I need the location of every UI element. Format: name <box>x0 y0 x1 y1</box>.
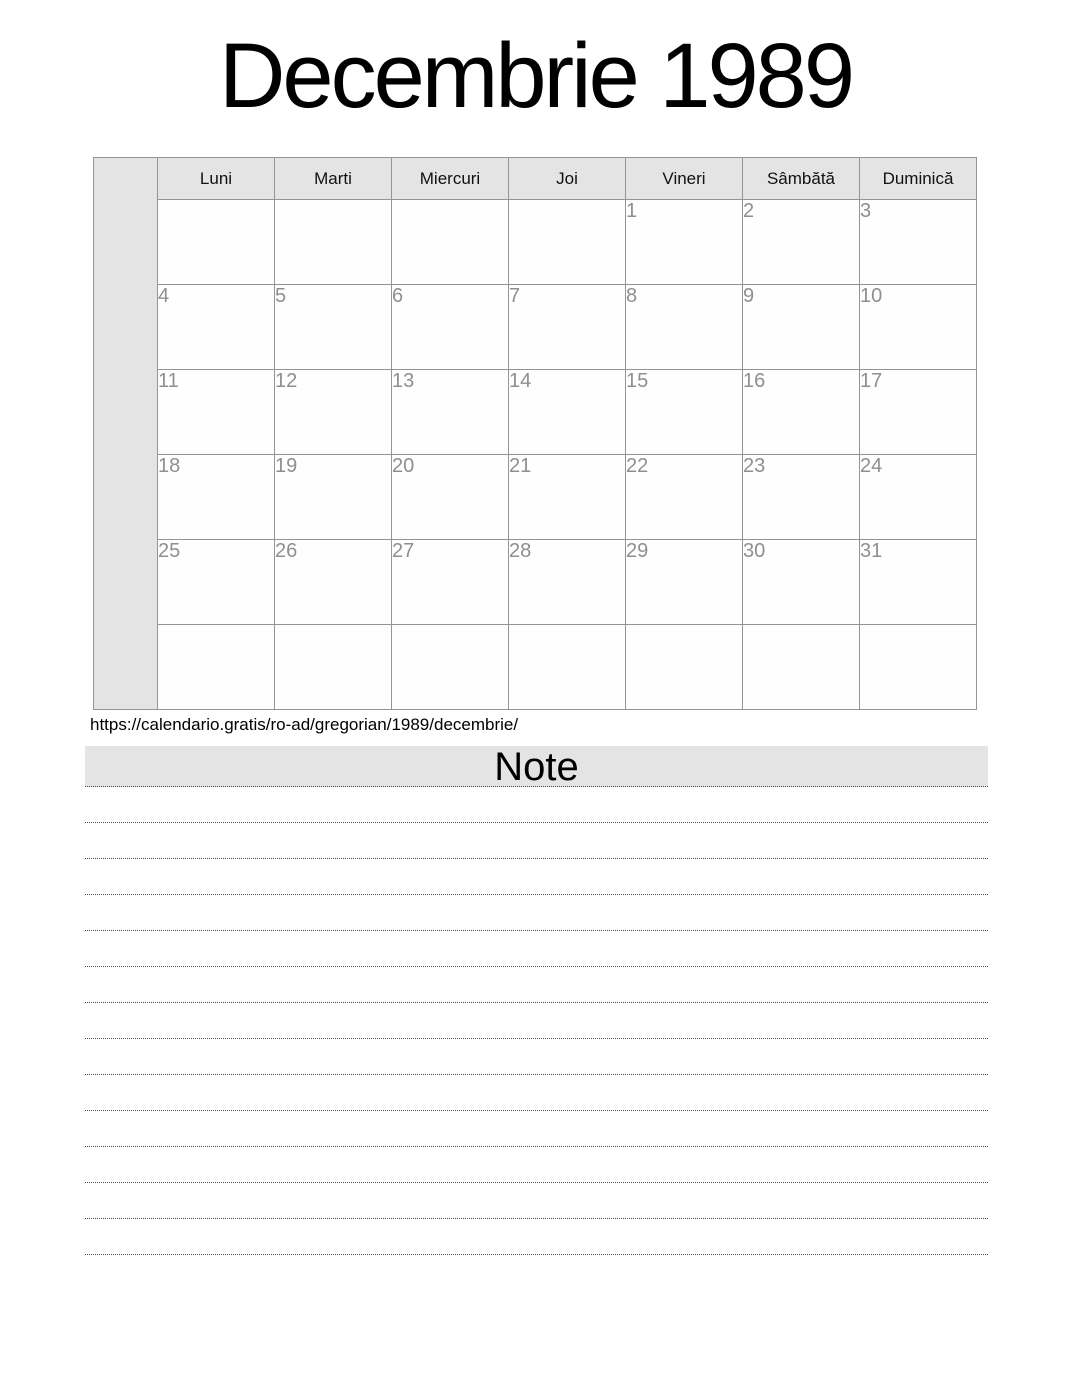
notes-lines <box>85 787 988 1255</box>
note-blank-line <box>85 1003 988 1039</box>
day-cell-17: 17 <box>860 370 977 455</box>
day-cell-5: 5 <box>275 285 392 370</box>
day-header-joi: Joi <box>509 158 626 200</box>
day-cell-9: 9 <box>743 285 860 370</box>
day-cell-15: 15 <box>626 370 743 455</box>
page-title: Decembrie 1989 <box>218 25 853 127</box>
notes-header: Note <box>85 746 988 787</box>
note-blank-line <box>85 1147 988 1183</box>
day-cell-empty <box>509 200 626 285</box>
note-blank-line <box>85 1183 988 1219</box>
calendar-week-row <box>94 540 977 625</box>
day-cell-16: 16 <box>743 370 860 455</box>
calendar-week-row <box>94 285 977 370</box>
day-cell-26: 26 <box>275 540 392 625</box>
note-blank-line <box>85 1075 988 1111</box>
day-cell-12: 12 <box>275 370 392 455</box>
source-url: https://calendario.gratis/ro-ad/gregorian/1989/decembrie/ <box>90 715 519 734</box>
calendar-week-row <box>94 625 977 710</box>
day-cell-25: 25 <box>158 540 275 625</box>
day-cell-8: 8 <box>626 285 743 370</box>
note-blank-line <box>85 1219 988 1255</box>
day-cell-23: 23 <box>743 455 860 540</box>
day-cell-3: 3 <box>860 200 977 285</box>
day-cell-20: 20 <box>392 455 509 540</box>
day-cell-empty <box>860 625 977 710</box>
calendar-week-row <box>94 200 977 285</box>
day-cell-2: 2 <box>743 200 860 285</box>
note-blank-line <box>85 931 988 967</box>
day-header-luni: Luni <box>158 158 275 200</box>
calendar-table <box>93 157 977 710</box>
day-cell-11: 11 <box>158 370 275 455</box>
day-cell-empty <box>392 200 509 285</box>
day-cell-28: 28 <box>509 540 626 625</box>
day-cell-empty <box>158 625 275 710</box>
day-header-sambata: Sâmbătă <box>743 158 860 200</box>
note-blank-line <box>85 823 988 859</box>
note-blank-line <box>85 1111 988 1147</box>
day-cell-4: 4 <box>158 285 275 370</box>
day-cell-1: 1 <box>626 200 743 285</box>
note-blank-line <box>85 967 988 1003</box>
note-blank-line <box>85 787 988 823</box>
day-cell-7: 7 <box>509 285 626 370</box>
day-cell-empty <box>275 625 392 710</box>
note-blank-line <box>85 1039 988 1075</box>
calendar-body <box>94 158 977 710</box>
day-cell-10: 10 <box>860 285 977 370</box>
day-cell-empty <box>743 625 860 710</box>
day-cell-6: 6 <box>392 285 509 370</box>
day-cell-24: 24 <box>860 455 977 540</box>
day-cell-21: 21 <box>509 455 626 540</box>
calendar-week-row <box>94 455 977 540</box>
day-cell-empty <box>275 200 392 285</box>
day-cell-29: 29 <box>626 540 743 625</box>
day-header-duminica: Duminică <box>860 158 977 200</box>
week-number-column <box>94 158 158 710</box>
day-header-miercuri: Miercuri <box>392 158 509 200</box>
day-cell-14: 14 <box>509 370 626 455</box>
day-cell-empty <box>626 625 743 710</box>
note-blank-line <box>85 895 988 931</box>
day-cell-27: 27 <box>392 540 509 625</box>
day-cell-18: 18 <box>158 455 275 540</box>
note-blank-line <box>85 859 988 895</box>
day-cell-22: 22 <box>626 455 743 540</box>
day-cell-13: 13 <box>392 370 509 455</box>
calendar-header-row <box>94 158 977 200</box>
day-cell-empty <box>509 625 626 710</box>
calendar-week-row <box>94 370 977 455</box>
day-cell-empty <box>392 625 509 710</box>
notes-section <box>85 746 988 1255</box>
day-cell-19: 19 <box>275 455 392 540</box>
day-cell-30: 30 <box>743 540 860 625</box>
day-cell-31: 31 <box>860 540 977 625</box>
day-header-vineri: Vineri <box>626 158 743 200</box>
day-header-marti: Marti <box>275 158 392 200</box>
day-cell-empty <box>158 200 275 285</box>
